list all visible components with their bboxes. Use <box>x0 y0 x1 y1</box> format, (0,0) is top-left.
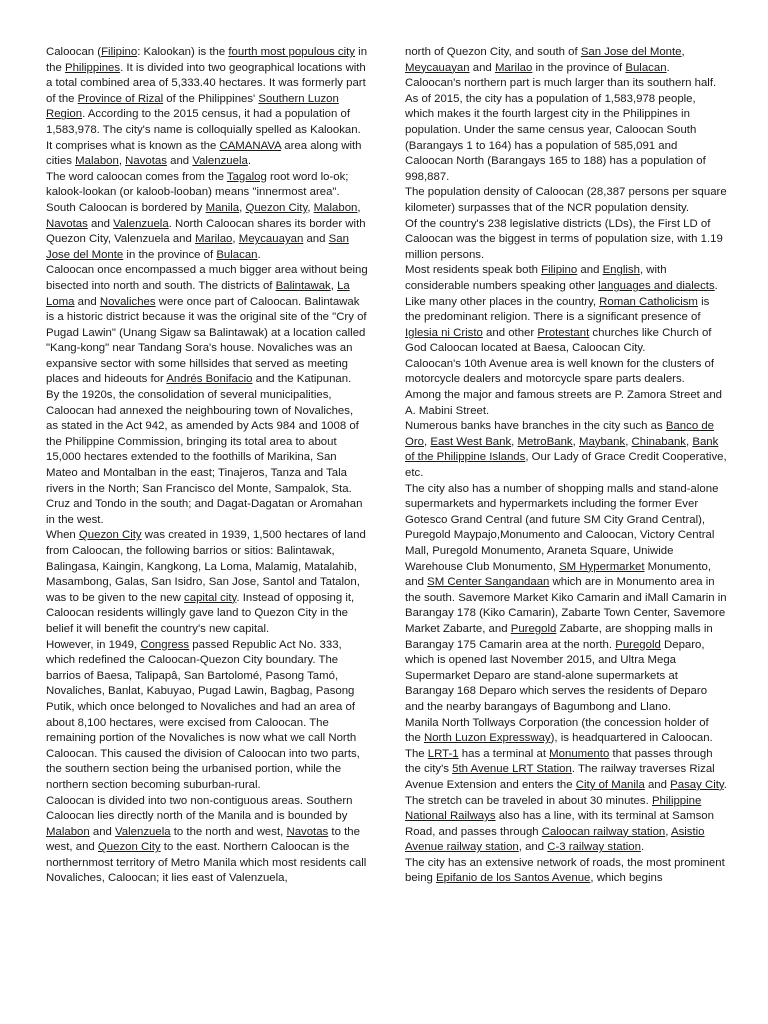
hyperlink[interactable]: San Jose del Monte <box>46 233 349 261</box>
hyperlink[interactable]: La Loma <box>46 279 350 308</box>
text-run: Manila North Tollways Corporation (the concession holder of the <box>405 716 709 745</box>
hyperlink[interactable]: C-3 railway station <box>547 841 641 854</box>
text-run: . Caloocan's northern part is much larger than its southern half. <box>405 61 717 90</box>
hyperlink[interactable]: Protestant <box>537 326 590 339</box>
text-run: , <box>118 155 126 168</box>
hyperlink[interactable]: Marilao <box>195 233 233 246</box>
hyperlink[interactable]: 5th Avenue LRT Station <box>452 763 572 776</box>
text-run: The city also has a number of shopping malls and stand-alone supermarkets and hypermarkets including the former Ever Gotesco Grand Central (and future SM City Grand Central), Puregold Maypajo,Monumento and Caloocan, Victory Central Mall, Puregold Monumento, Araneta Square, Uniwide Warehouse Club Monumento, <box>405 482 719 573</box>
text-run: Numerous banks have branches in the city such as <box>405 420 666 433</box>
paragraph <box>405 357 727 388</box>
hyperlink[interactable]: Province of Rizal <box>77 92 164 105</box>
paragraph <box>46 388 368 528</box>
hyperlink[interactable]: Meycauayan <box>238 233 304 246</box>
text-run: Zabarte, are shopping malls in Barangay 175 Camarin area at the north. <box>405 622 713 651</box>
text-run: and <box>469 61 495 74</box>
paragraph <box>46 170 368 264</box>
hyperlink[interactable]: East West Bank <box>430 435 512 448</box>
text-run: The city has an extensive network of roads, the most prominent being <box>405 856 725 885</box>
text-run: to the east. Northern Caloocan is the northernmost territory of Metro Manila which most residents call Novaliches, Caloocan; it lies east of Valenzuela, <box>46 841 367 885</box>
paragraph <box>405 217 727 264</box>
hyperlink[interactable]: Roman Catholicism <box>599 295 698 308</box>
right-column <box>405 45 727 887</box>
text-run: churches like Church of God Caloocan located at Baesa, Caloocan City. <box>405 326 712 355</box>
hyperlink[interactable]: City of Manila <box>575 778 645 791</box>
hyperlink[interactable]: Congress <box>140 638 190 651</box>
hyperlink[interactable]: San Jose del Monte <box>580 46 682 58</box>
hyperlink[interactable]: Valenzuela <box>115 825 171 838</box>
text-run: Monumento, and <box>405 560 711 589</box>
hyperlink[interactable]: Novaliches <box>99 295 156 308</box>
text-run: root word lo-ok; kalook-lookan (or kaloob-looban) means "innermost area". South Caloocan is bordered by <box>46 170 349 214</box>
text-run: , Our Lady of Grace Credit Cooperative, etc. <box>405 451 727 480</box>
paragraph <box>405 185 727 216</box>
hyperlink[interactable]: Filipino <box>101 46 138 58</box>
text-run: and <box>577 264 603 277</box>
text-run: The word caloocan comes from the <box>46 170 227 183</box>
paragraph <box>405 92 727 186</box>
hyperlink[interactable]: Quezon City <box>245 201 308 214</box>
hyperlink[interactable]: Malabon <box>46 825 90 838</box>
hyperlink[interactable]: SM Hypermarket <box>559 560 645 573</box>
hyperlink[interactable]: LRT-1 <box>427 747 459 760</box>
text-run: area along with cities <box>46 139 362 168</box>
hyperlink[interactable]: Puregold <box>615 638 661 651</box>
hyperlink[interactable]: Monumento <box>549 747 610 760</box>
paragraph <box>46 638 368 794</box>
hyperlink[interactable]: Filipino <box>541 264 578 277</box>
paragraph <box>405 856 727 887</box>
hyperlink[interactable]: Bulacan <box>216 248 258 261</box>
paragraph <box>405 482 727 716</box>
text-run: and <box>87 217 114 230</box>
hyperlink[interactable]: Bank of the Philippine Islands <box>405 435 719 464</box>
hyperlink[interactable]: Chinabank <box>631 435 686 448</box>
text-run: When <box>46 529 79 542</box>
text-run: , <box>681 46 685 58</box>
text-run: north of Quezon City, and south of <box>405 46 581 58</box>
text-run: were once part of Caloocan. Balintawak is a historic district because it was the original site of the "Cry of Pugad Lawin" (Unang Sigaw sa Balintawak) at a location called "Kang-kong" near Tandang Sora's house. Novaliches was an expansive sector with some hillsides that served as meeting places and hideouts for <box>46 295 367 386</box>
text-run: and the Katipunan. <box>252 373 352 386</box>
text-run: and other <box>482 326 538 339</box>
text-run: . It is divided into two geographical locations with a total combined area of 5,333.40 hectares. It was formerly part of the <box>46 61 366 105</box>
text-run: Among the major and famous streets are P. Zamora Street and A. Mabini Street. <box>405 389 722 417</box>
text-run: , <box>232 233 239 246</box>
hyperlink[interactable]: English <box>602 264 640 277</box>
text-run: . North Caloocan shares its border with Quezon City, Valenzuela and <box>46 217 366 246</box>
text-run: . According to the 2015 census, it had a population of 1,583,978. The city's name is colloquially spelled as Kalookan. It comprises what is known as the <box>46 108 361 152</box>
text-run: , <box>572 435 579 448</box>
hyperlink[interactable]: Tagalog <box>226 170 267 183</box>
text-run: By the 1920s, the consolidation of several municipalities, Caloocan had annexed the neighbouring town of Novaliches, as stated in the Act 942, as amended by Acts 984 and 1008 of the Philippine Commission, bringing its total area to about 15,000 hectares extended to the foothills of Marikina, San Mateo and Montalban in the east; Tinajeros, Tanza and Tala rivers in the North; San Francisco del Monte, Sampalok, Sta. Cruz and Tondo in the south; and Dagat-Dagatan or Aromahan in the west. <box>46 389 363 526</box>
text-run: , which begins <box>590 872 663 885</box>
text-run: also has a line, with its terminal at Samson Road, and passes through <box>405 810 714 838</box>
hyperlink[interactable]: Malabon <box>75 155 119 168</box>
hyperlink[interactable]: Valenzuela <box>192 155 248 168</box>
hyperlink[interactable]: Philippines <box>65 61 121 74</box>
text-run: However, in 1949, <box>46 638 141 651</box>
text-run: to the north and west, <box>170 825 287 838</box>
hyperlink[interactable]: Southern Luzon Region <box>46 92 339 121</box>
paragraph <box>405 263 727 357</box>
text-run: and <box>303 233 329 246</box>
text-run: The <box>405 747 428 760</box>
text-run: . <box>257 248 261 261</box>
text-run: and <box>644 778 671 791</box>
text-run: , <box>511 435 518 448</box>
hyperlink[interactable]: Maybank <box>578 435 626 448</box>
paragraph <box>46 794 368 888</box>
text-run: has a terminal at <box>458 747 550 760</box>
hyperlink[interactable]: Balintawak <box>275 279 331 292</box>
text-run: As of 2015, the city has a population of 1,583,978 people, which makes it the fourth largest city in the Philippines in population. Under the same census year, Caloocan South (Barangays 1 to 164) has a population of 585,091 and Caloocan North (Barangays 165 to 188) has a population of 998,887. <box>405 92 706 183</box>
text-run: , with considerable numbers speaking other <box>405 264 667 292</box>
hyperlink[interactable]: Navotas <box>46 217 88 230</box>
text-run: , <box>665 825 671 838</box>
hyperlink[interactable]: Puregold <box>510 622 557 635</box>
text-run: . <box>247 155 252 168</box>
hyperlink[interactable]: Bulacan <box>625 61 667 74</box>
hyperlink[interactable]: Meycauayan <box>405 61 470 74</box>
hyperlink[interactable]: languages and dialects <box>598 279 715 292</box>
hyperlink[interactable]: Andrés Bonifacio <box>166 373 253 386</box>
text-run: ), is headquartered in Caloocan. <box>550 732 713 745</box>
hyperlink[interactable]: fourth most populous city <box>228 46 356 58</box>
text-run: Most residents speak both <box>405 264 542 277</box>
text-run: and <box>74 295 100 308</box>
text-run: Deparo, which is opened last November 2015, and Ultra Mega Supermarket Deparo are stand-alone supermarkets at Barangay 168 Deparo which serves the residents of Deparo and the nearby barangays of Bagumbong and Llano. <box>405 638 708 713</box>
text-run: , and <box>518 841 548 854</box>
paragraph <box>46 263 368 388</box>
text-run: , <box>424 435 431 448</box>
text-run: is the predominant religion. There is a significant presence of <box>405 295 710 324</box>
text-run: in the province of <box>123 248 217 261</box>
hyperlink[interactable]: Epifanio de los Santos Avenue <box>436 872 591 885</box>
text-run: . Instead of opposing it, Caloocan residents willingly gave land to Quezon City in the belief it will benefit the country's new capital. <box>46 591 355 635</box>
hyperlink[interactable]: Quezon City <box>97 841 161 854</box>
text-run: Of the country's 238 legislative districts (LDs), the First LD of Caloocan was the biggest in terms of population size, with 1.19 million persons. <box>405 217 723 261</box>
hyperlink[interactable]: Malabon <box>313 201 358 214</box>
hyperlink[interactable]: MetroBank <box>517 435 573 448</box>
hyperlink[interactable]: Asistio Avenue railway station <box>405 825 705 854</box>
paragraph <box>405 45 727 92</box>
text-run: . Like many other places in the country, <box>405 279 718 308</box>
paragraph <box>405 388 727 419</box>
text-run: Caloocan once encompassed a much bigger area without being bisected into north and south. The districts of <box>46 264 368 292</box>
text-run: Caloocan's 10th Avenue area is well known for the clusters of motorcycle dealers and motorcycle spare parts dealers. <box>405 357 715 386</box>
hyperlink[interactable]: Banco de Oro <box>405 420 714 448</box>
text-run: and <box>89 825 116 838</box>
hyperlink[interactable]: Quezon City <box>78 529 142 542</box>
text-run: Caloocan ( <box>46 46 102 58</box>
hyperlink[interactable]: Navotas <box>125 155 167 168</box>
text-run: which are in Monumento area in the south. Savemore Market Kiko Camarin and iMall Camarin in Barangay 178 (Kiko Camarin), Zabarte Town Center, Savemore Market Zabarte, and <box>405 576 727 635</box>
text-run: : Kalookan) is the <box>137 46 229 58</box>
hyperlink[interactable]: North Luzon Expressway <box>424 732 551 745</box>
text-run: was created in 1939, 1,500 hectares of land from Caloocan, the following barrios or sitios: Balintawak, Balingasa, Kaingin, Kangkong, La Loma, Malamig, Matalahib, Masambong, Galas, San Isidro, San Jose, Santol and Tatalon, was to be given to the new <box>46 529 366 604</box>
text-run: The population density of Caloocan (28,387 persons per square kilometer) surpasses that of the NCR population density. <box>405 186 727 214</box>
text-run: , <box>686 435 693 448</box>
text-run: , <box>330 279 338 292</box>
paragraph <box>46 528 368 637</box>
text-run: . <box>640 841 645 854</box>
text-run: . The stretch can be traveled in about 30 minutes. <box>405 778 727 807</box>
text-run: and <box>166 155 193 168</box>
text-run: , <box>357 201 361 214</box>
hyperlink[interactable]: capital city <box>184 591 237 604</box>
text-run: , <box>625 435 632 448</box>
text-run: Caloocan is divided into two non-contiguous areas. Southern Caloocan lies directly north of the Manila and is bounded by <box>46 794 353 823</box>
paragraph <box>405 747 727 856</box>
hyperlink[interactable]: Pasay City <box>670 778 724 791</box>
paragraph <box>405 419 727 481</box>
text-run: in the <box>46 46 368 74</box>
text-run: to the west, and <box>46 825 360 854</box>
hyperlink[interactable]: Philippine National Railways <box>405 794 702 823</box>
hyperlink[interactable]: Navotas <box>286 825 329 838</box>
hyperlink[interactable]: Valenzuela <box>113 217 169 230</box>
text-run: . The railway traverses Rizal Avenue Extension and enters the <box>405 763 715 791</box>
hyperlink[interactable]: SM Center Sangandaan <box>427 576 550 589</box>
hyperlink[interactable]: Caloocan railway station <box>541 825 666 838</box>
text-run: of the Philippines' <box>163 92 259 105</box>
hyperlink[interactable]: Manila <box>205 201 240 214</box>
text-run: , <box>239 201 246 214</box>
text-run: passed Republic Act No. 333, which redefined the Caloocan-Quezon City boundary. The barrios of Baesa, Talipapâ, San Bartolomé, Pasong Tamó, Novaliches, Banlat, Kabuyao, Pugad Lawin, Bagbag, Pasong Putik, which once belonged to Novaliches and had an area of about 8,100 hectares, were excised from Caloocan. The remaining portion of the Novaliches is now what we call North Caloocan. This caused the division of Caloocan into two parts, the southern section being the urbanised portion, while the northern section becoming suburban-rural. <box>46 638 360 791</box>
text-run: in the province of <box>532 61 626 74</box>
hyperlink[interactable]: Iglesia ni Cristo <box>405 326 483 339</box>
text-run: that passes through the city's <box>405 747 713 776</box>
hyperlink[interactable]: Marilao <box>494 61 533 74</box>
paragraph <box>405 716 727 747</box>
text-run: , <box>307 201 314 214</box>
hyperlink[interactable]: CAMANAVA <box>219 139 282 152</box>
paragraph <box>46 45 368 170</box>
left-column <box>46 45 368 887</box>
